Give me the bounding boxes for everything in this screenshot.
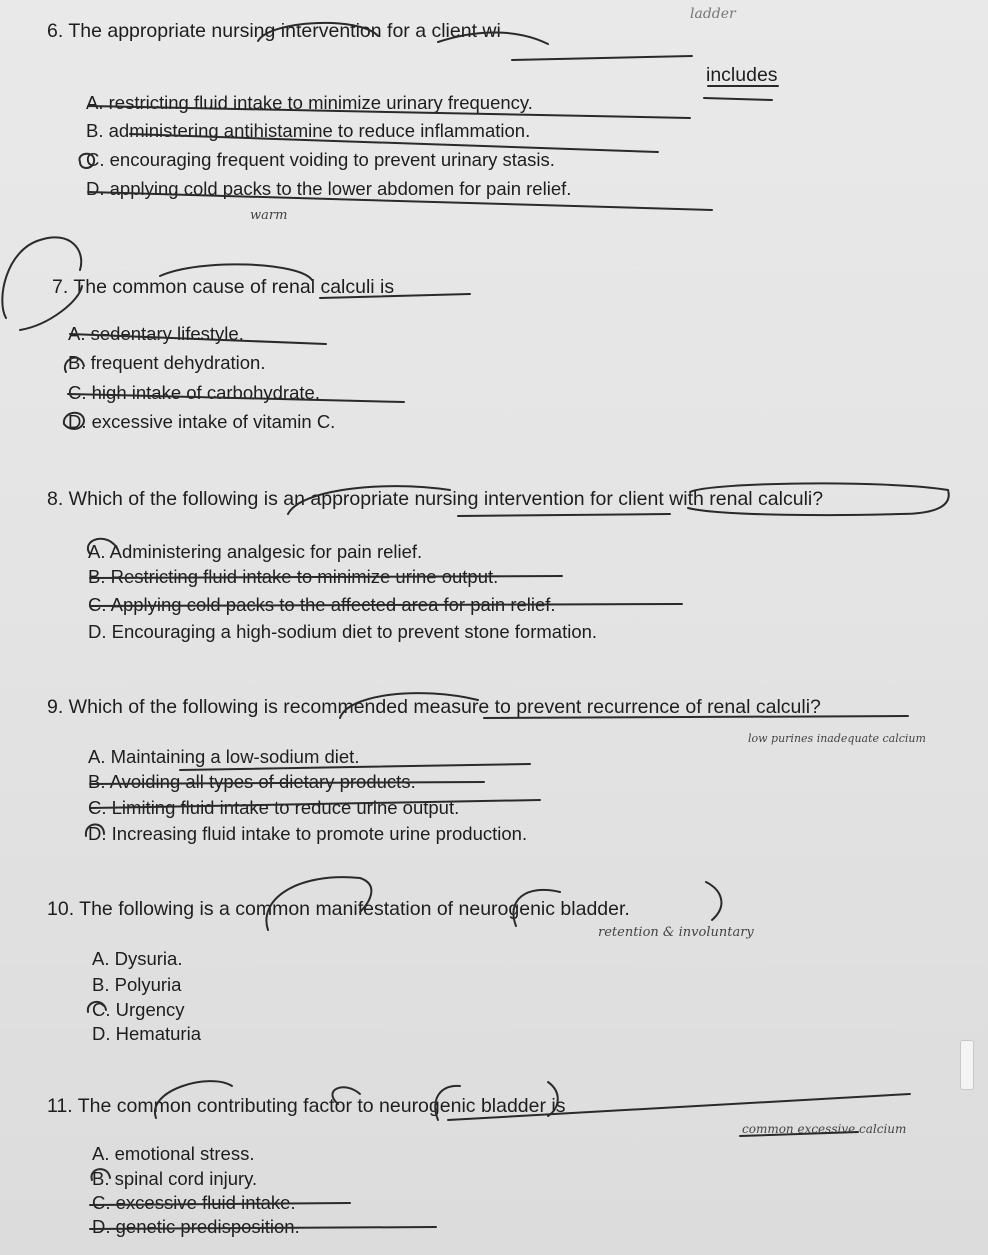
scrollbar-thumb[interactable] <box>960 1040 974 1090</box>
option-11a: A. emotional stress. <box>92 1143 255 1164</box>
option-7c: C. high intake of carbohydrate. <box>68 382 320 403</box>
underline-q6 <box>512 56 692 60</box>
option-8b: B. Restricting fluid intake to minimize urine output. <box>88 566 499 587</box>
question-6-stem: 6. The appropriate nursing intervention for a client wi <box>47 20 501 42</box>
option-11d: D. genetic predisposition. <box>92 1216 300 1237</box>
option-10d: D. Hematuria <box>92 1023 201 1044</box>
question-6-stem-tail: includes <box>706 64 778 86</box>
handwriting-q9: low purines inadequate calcium <box>748 732 926 745</box>
handwriting-q11: common excessive calcium <box>742 1122 907 1136</box>
option-6b: B. administering antihistamine to reduce inflammation. <box>86 120 531 141</box>
option-8c: C. Applying cold packs to the affected area for pain relief. <box>88 594 556 615</box>
option-11b: B. spinal cord injury. <box>92 1168 258 1189</box>
handwriting-q10: retention & involuntary <box>598 925 754 940</box>
question-11-stem: 11. The common contributing factor to neurogenic bladder is <box>47 1095 566 1117</box>
question-9-stem: 9. Which of the following is recommended measure to prevent recurrence of renal calculi? <box>47 696 821 718</box>
question-10-stem: 10. The following is a common manifestation of neurogenic bladder. <box>47 898 630 920</box>
option-7a: A. sedentary lifestyle. <box>68 323 244 344</box>
option-9a: A. Maintaining a low-sodium diet. <box>88 746 360 767</box>
question-7-stem: 7. The common cause of renal calculi is <box>52 276 395 298</box>
option-9c: C. Limiting fluid intake to reduce urine output. <box>88 797 460 818</box>
option-10b: B. Polyuria <box>92 974 182 995</box>
option-6d: D. applying cold packs to the lower abdomen for pain relief. <box>86 178 572 199</box>
option-9b: B. Avoiding all types of dietary products. <box>88 771 416 792</box>
option-6a: A. restricting fluid intake to minimize urinary frequency. <box>86 92 533 113</box>
question-8-stem: 8. Which of the following is an appropriate nursing intervention for client with renal calculi? <box>47 488 824 510</box>
option-10c: C. Urgency <box>92 999 185 1020</box>
underline-q8 <box>458 514 670 516</box>
option-8d: D. Encouraging a high-sodium diet to prevent stone formation. <box>88 621 598 642</box>
option-7b: B. frequent dehydration. <box>68 352 266 373</box>
handwriting-q6: warm <box>250 208 288 223</box>
option-9d: D. Increasing fluid intake to promote urine production. <box>88 823 528 844</box>
option-10a: A. Dysuria. <box>92 948 183 969</box>
handwriting-top-right: ladder <box>690 6 736 22</box>
option-6c: C. encouraging frequent voiding to prevent urinary stasis. <box>86 149 555 170</box>
option-7d: D. excessive intake of vitamin C. <box>68 411 336 432</box>
option-11c: C. excessive fluid intake. <box>92 1192 296 1213</box>
option-8a: A. Administering analgesic for pain relief. <box>88 541 423 562</box>
